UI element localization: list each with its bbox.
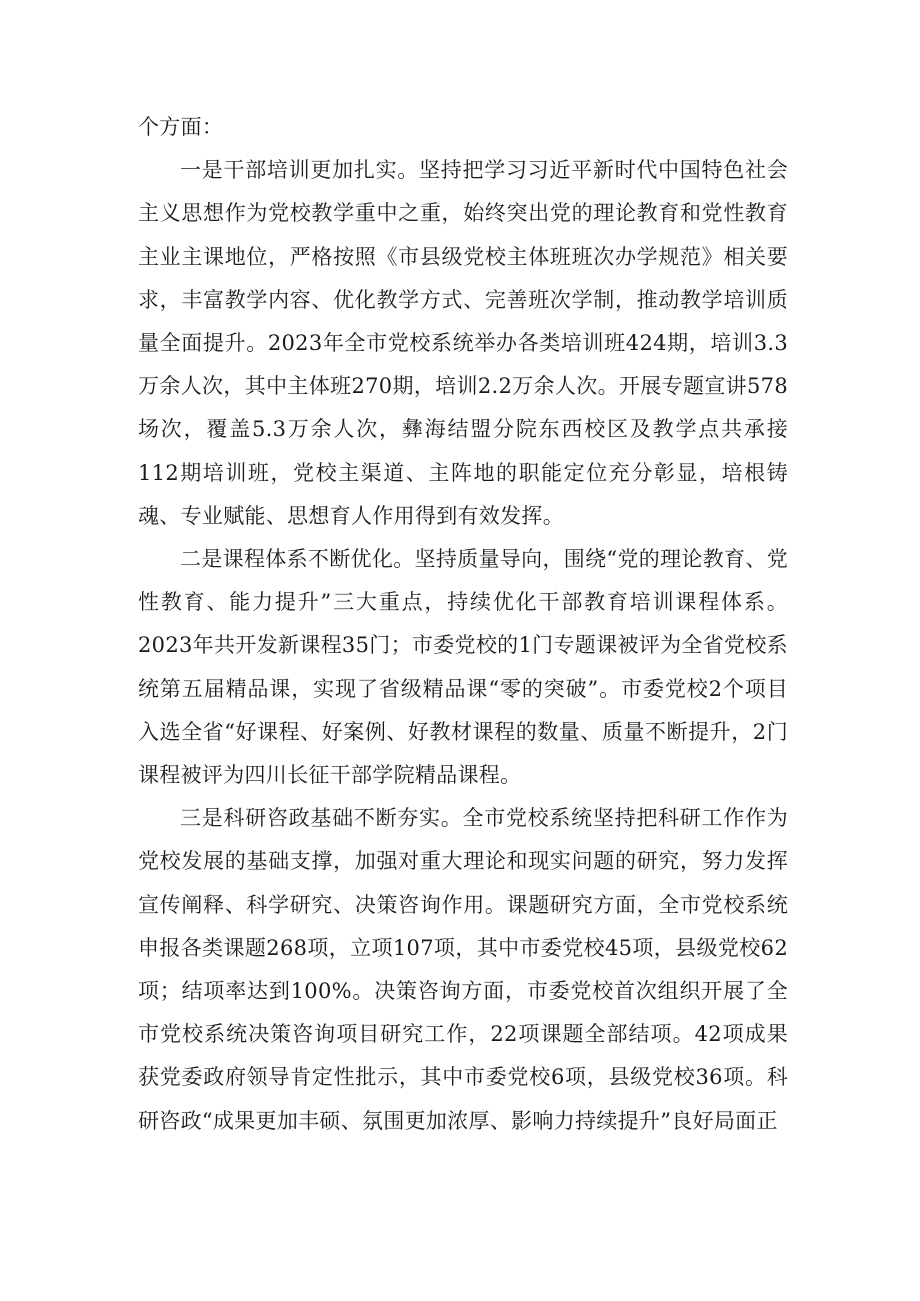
document-body (138, 106, 788, 1143)
paragraph-research: 三是科研咨政基础不断夯实。全市党校系统坚持把科研工作作为党校发展的基础支撑，加强对重大理论和现实问题的研究，努力发挥宣传阐释、科学研究、决策咨询作用。课题研究方面，全市党校系统申报各类课题268项，立项107项，其中市委党校45项，县级党校62项；结项率达到100%。决策咨询方面，市委党校首次组织开展了全市党校系统决策咨询项目研究工作，22项课题全部结项。42项成果获党委政府领导肯定性批示，其中市委党校6项，县级党校36项。科研咨政“成果更加丰硕、氛围更加浓厚、影响力持续提升”良好局面正 (138, 806, 788, 1133)
paragraph-curriculum: 二是课程体系不断优化。坚持质量导向，围绕“党的理论教育、党性教育、能力提升”三大重点，持续优化干部教育培训课程体系。2023年共开发新课程35门；市委党校的1门专题课被评为全省党校系统第五届精品课，实现了省级精品课“零的突破”。市委党校2个项目入选全省“好课程、好案例、好教材课程的数量、质量不断提升，2门课程被评为四川长征干部学院精品课程。 (138, 547, 788, 788)
paragraph-cadre-training: 一是干部培训更加扎实。坚持把学习习近平新时代中国特色社会主义思想作为党校教学重中之重，始终突出党的理论教育和党性教育主业主课地位，严格按照《市县级党校主体班班次办学规范》相关要求，丰富教学内容、优化教学方式、完善班次学制，推动教学培训质量全面提升。2023年全市党校系统举办各类培训班424期，培训3.3万余人次，其中主体班270期，培训2.2万余人次。开展专题宣讲578场次，覆盖5.3万余人次，彝海结盟分院东西校区及教学点共承接112期培训班，党校主渠道、主阵地的职能定位充分彰显，培根铸魂、专业赋能、思想育人作用得到有效发挥。 (138, 158, 788, 528)
paragraph-intro: 个方面： (138, 115, 224, 139)
